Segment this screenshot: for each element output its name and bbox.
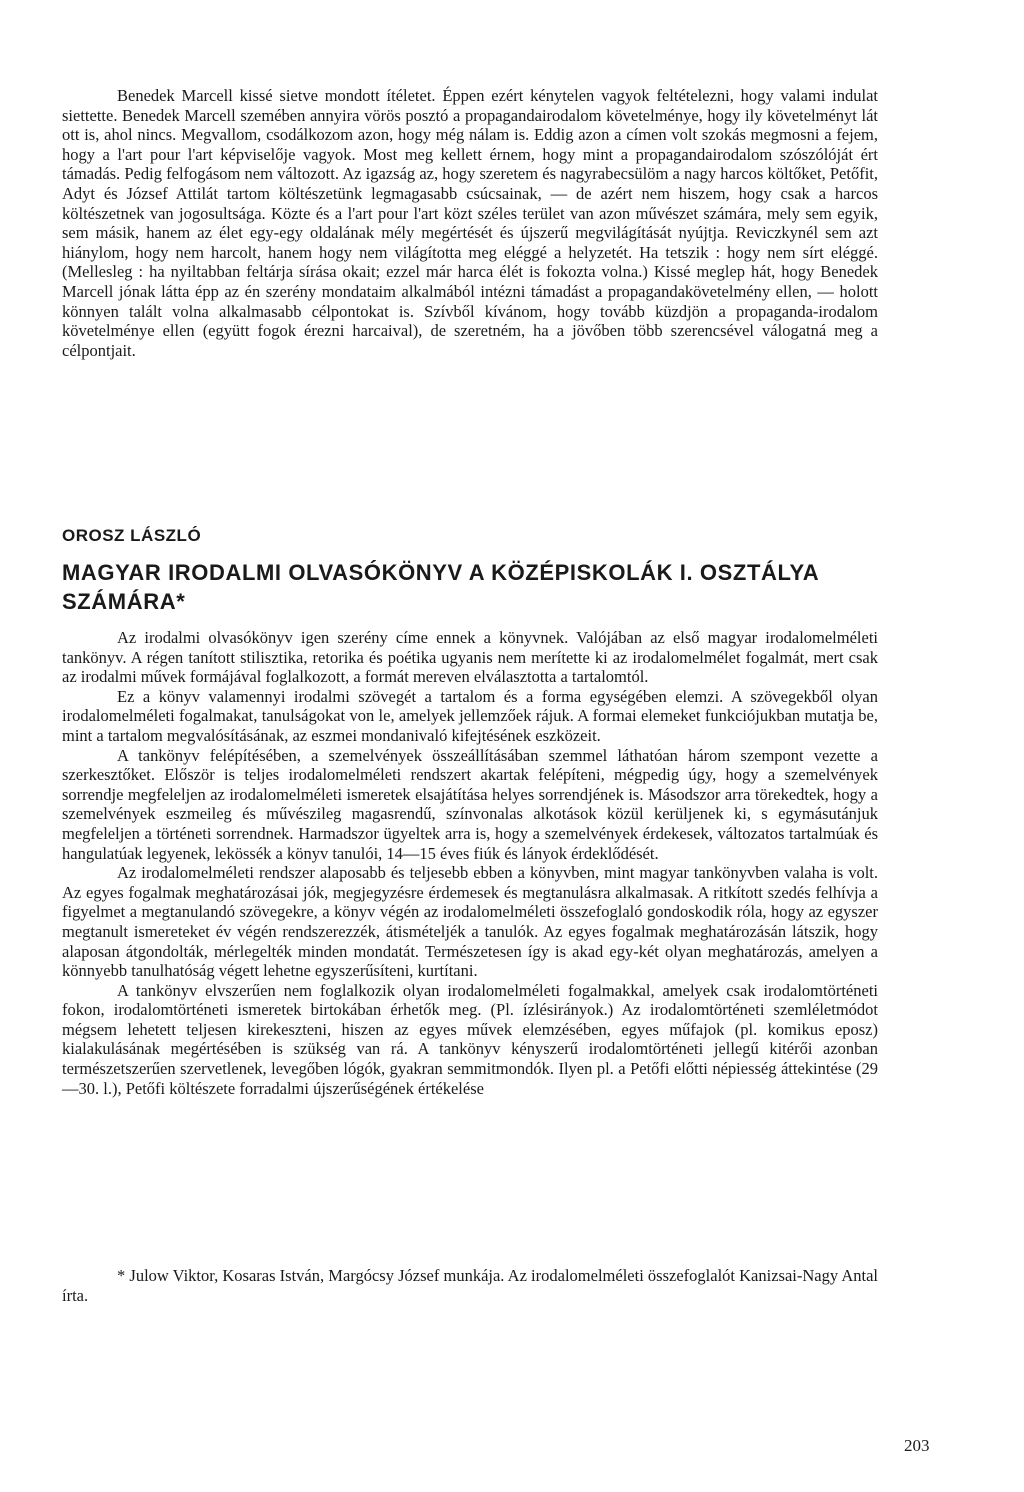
body-paragraph: Ez a könyv valamennyi irodalmi szövegét a tartalom és a forma egységében elemzi. A szövegekből olyan irodalomelméleti fogalmakat, tanulságokat von le, amelyek jellemzőek rájuk. A formai elemeket funkciójukban mutatja be, mint a tartalom megvalósításának, az eszmei mondanivaló kifejtésének eszközeit. (62, 686, 878, 745)
page-number: 203 (904, 1436, 930, 1455)
body-paragraph: Az irodalomelméleti rendszer alaposabb és teljesebb ebben a könyvben, mint magyar tankönyvben valaha is volt. Az egyes fogalmak meghatározásai jók, megjegyzésre érdemesek és megtanulásra alkalmasak. A ritkított szedés felhívja a figyelmet a megtanulandó szövegekre, a könyv végén az irodalomelméleti összefoglaló gondoskodik róla, hogy az egyszer megtanult ismereteket év végén rendszerezzék, átismételjék a tanulók. Az egyes fogalmak meghatározásán látszik, hogy alaposan átgondolták, mérlegelték minden mondatát. Természetesen így is akad egy-két olyan meghatározás, amelyen a könnyebb tanulhatóság végett lehetne egyszerűsíteni, kurtítani. (62, 863, 878, 981)
previous-article-ending (62, 86, 878, 360)
review-title: MAGYAR IRODALMI OLVASÓKÖNYV A KÖZÉPISKOLÁK I. OSZTÁLYA SZÁMÁRA* (62, 560, 819, 614)
review-body (62, 628, 878, 1098)
footnote: * Julow Viktor, Kosaras István, Margócsy József munkája. Az irodalomelméleti összefoglalót Kanizsai-Nagy Antal írta. (62, 1266, 878, 1305)
closing-paragraph: Benedek Marcell kissé sietve mondott ítéletet. Éppen ezért kénytelen vagyok feltételezni, hogy valami indulat siettette. Benedek Marcell szemében annyira vörös posztó a propagandairodalom követelménye, hogy ily követelményt lát ott is, ahol nincs. Megvallom, csodálkozom azon, hogy még nálam is. Eddig azon a címen volt szokás megmosni a fejem, hogy a l'art pour l'art képviselője vagyok. Most meg kellett érnem, hogy mint a propagandairodalom szószólóját ért támadás. Pedig felfogásom nem változott. Az igazság az, hogy szeretem és nagyrabecsülöm a nagy harcos költőket, Petőfit, Adyt és József Attilát tartom költészetünk legmagasabb csúcsainak, — de azért nem hiszem, hogy csak a harcos költészetnek van jogosultsága. Közte és a l'art pour l'art közt széles terület van azon művészet számára, mely sem egyik, sem másik, hanem az élet egy-egy oldalának mély megértését és újszerű megvilágítását nyújtja. Reviczkynél sem azt hiánylom, hogy nem harcolt, hanem hogy nem világította meg eléggé a helyzetét. Ha tetszik : hogy nem sírt eléggé. (Mellesleg : ha nyiltabban feltárja sírása okait; ezzel már harca élét is fokozta volna.) Kissé meglep hát, hogy Benedek Marcell jónak látta épp az én szerény mondataim alkalmából intézni támadást a propagandakövetelmény ellen, — holott könnyen talált volna alkalmasabb célpontokat is. Szívből kívánom, hogy tovább küzdjön a propaganda-irodalom követelménye ellen (együtt fogok érezni harcaival), de szeretném, ha a jövőben több szerencsével válogatná meg a célpontjait. (62, 86, 878, 360)
body-paragraph: A tankönyv elvszerűen nem foglalkozik olyan irodalomelméleti fogalmakkal, amelyek csak irodalomtörténeti fokon, irodalomtörténeti ismeretek birtokában érhetők meg. (Pl. ízlésirányok.) Az irodalomtörténeti szemléletmódot mégsem lehetett teljesen kirekeszteni, hiszen az egyes művek elemzésében, egyes műfajok (pl. komikus eposz) kialakulásának megértésében is szükség van rá. A tankönyv kényszerű irodalomtörténeti jellegű kitérői azonban természetszerűen szervetlenek, levegőben lógók, gyakran semmitmondók. Ilyen pl. a Petőfi előtti népiesség áttekintése (29—30. l.), Petőfi költészete forradalmi újszerűségének értékelése (62, 980, 878, 1098)
body-paragraph: Az irodalmi olvasókönyv igen szerény címe ennek a könyvnek. Valójában az első magyar irodalomelméleti tankönyv. A régen tanított stilisztika, retorika és poétika ugyanis nem merítette ki az irodalomelmélet fogalmát, mert csak az irodalmi művek formájával foglalkozott, a formát mereven elválasztotta a tartalomtól. (62, 628, 878, 687)
review-author: OROSZ LÁSZLÓ (62, 526, 202, 545)
body-paragraph: A tankönyv felépítésében, a szemelvények összeállításában szemmel láthatóan három szempont vezette a szerkesztőket. Először is teljes irodalomelméleti rendszert akartak felépíteni, mégpedig úgy, hogy a szemelvények sorrendje megfeleljen az irodalomelméleti ismeretek elsajátítása helyes sorrendjének is. Másodszor arra törekedtek, hogy a szemelvények eszmeileg és művészileg magasrendű, színvonalas alkotások közül kerüljenek ki, s egymásutánjuk megfeleljen a történeti sorrendnek. Harmadszor ügyeltek arra is, hogy a szemelvények érdekesek, változatos tartalmúak és hangulatúak legyenek, lekössék a könyv tanulói, 14—15 éves fiúk és lányok érdeklődését. (62, 745, 878, 863)
